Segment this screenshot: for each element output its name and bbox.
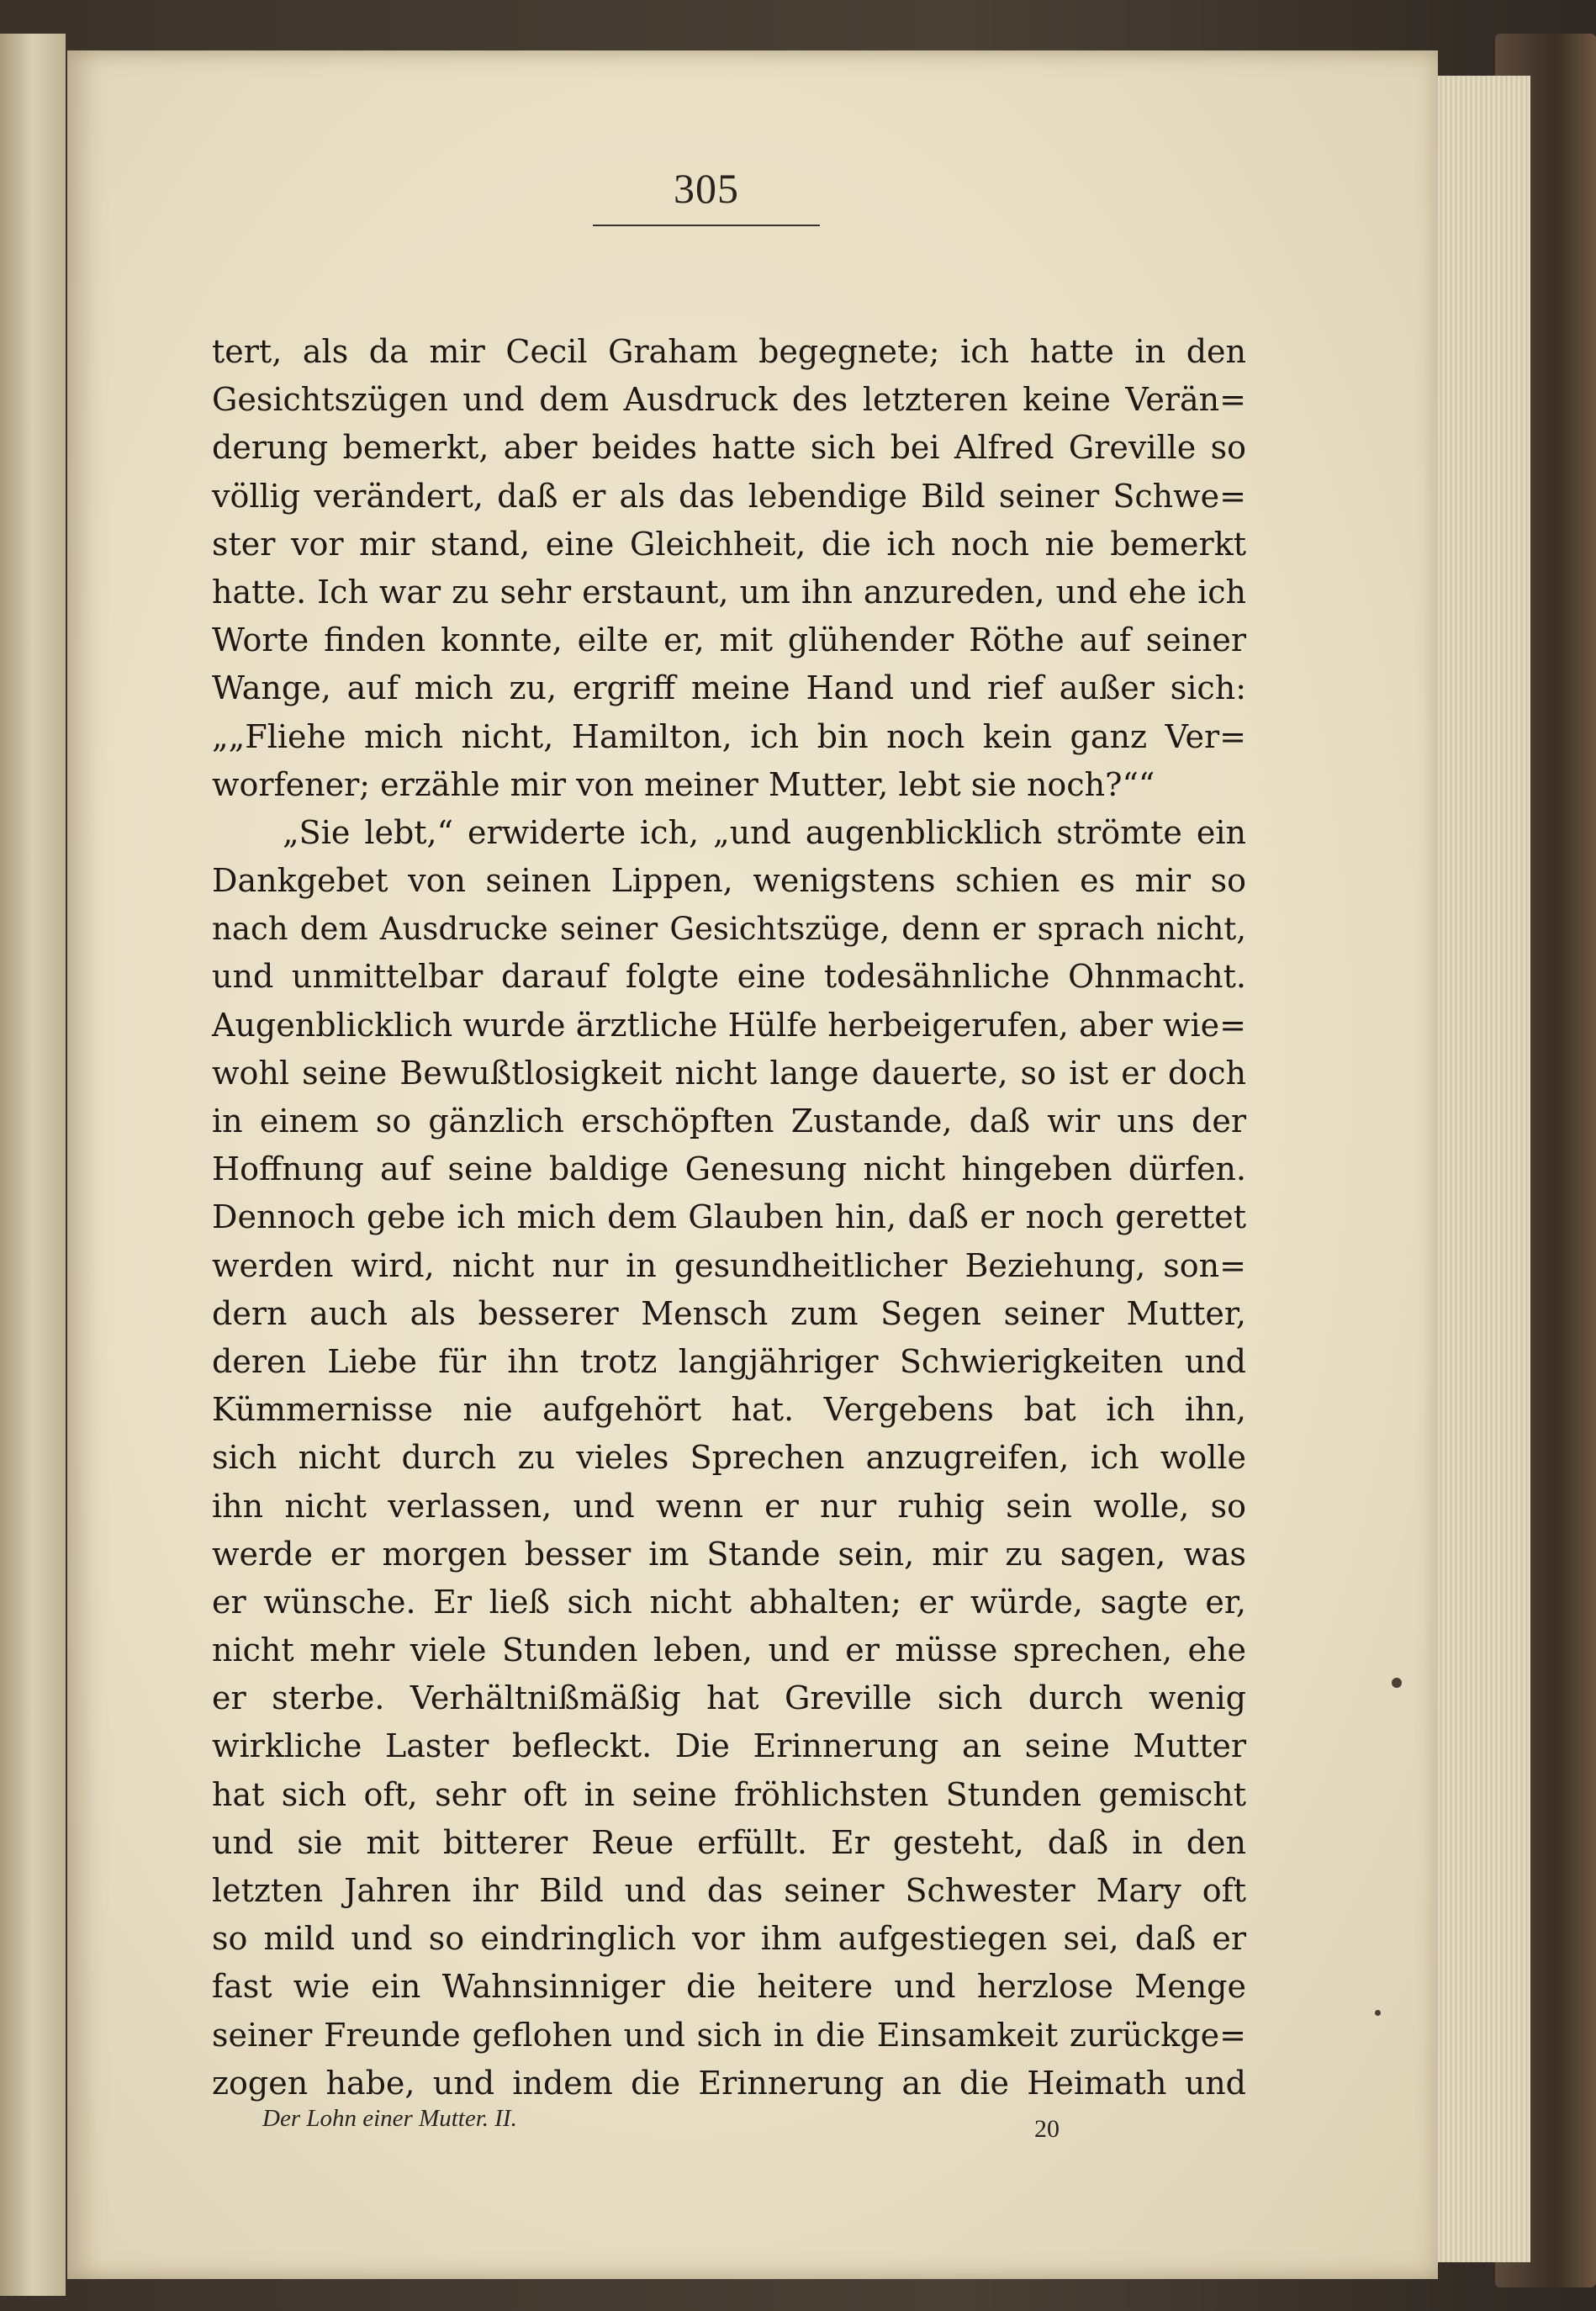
- text-line: derung bemerkt, aber beides hatte sich bei Alfred Greville so: [212, 429, 1246, 467]
- text-line: fast wie ein Wahnsinniger die heitere und herzlose Menge: [212, 1968, 1246, 2006]
- text-line: worfener; erzähle mir von meiner Mutter, lebt sie noch?““: [212, 765, 1155, 803]
- text-line: Kümmernisse nie aufgehört hat. Vergebens bat ich ihn,: [212, 1391, 1246, 1429]
- text-line: in einem so gänzlich erschöpften Zustande, daß wir uns der: [212, 1103, 1246, 1140]
- text-line: nicht mehr viele Stunden leben, und er müsse sprechen, ehe: [212, 1631, 1246, 1669]
- text-line: ster vor mir stand, eine Gleichheit, die ich noch nie bemerkt: [212, 525, 1246, 563]
- text-line: deren Liebe für ihn trotz langjähriger Schwierigkeiten und: [212, 1342, 1246, 1380]
- page-header: [555, 164, 858, 226]
- text-line: er wünsche. Er ließ sich nicht abhalten; er würde, sagte er,: [212, 1583, 1246, 1621]
- text-line: völlig verändert, daß er als das lebendige Bild seiner Schwe=: [212, 477, 1246, 515]
- text-line: dern auch als besserer Mensch zum Segen seiner Mutter,: [212, 1294, 1246, 1332]
- text-line: „Sie lebt,“ erwiderte ich, „und augenblicklich strömte ein: [283, 813, 1246, 851]
- text-line: Wange, auf mich zu, ergriff meine Hand und rief außer sich:: [212, 669, 1246, 707]
- previous-page-edge: [0, 34, 66, 2296]
- text-line: so mild und so eindringlich vor ihm aufgestiegen sei, daß er: [212, 1920, 1246, 1958]
- text-line: Augenblicklich wurde ärztliche Hülfe herbeigerufen, aber wie=: [212, 1006, 1246, 1044]
- text-line: Hoffnung auf seine baldige Genesung nicht hingeben dürfen.: [212, 1150, 1246, 1188]
- footer-book-title: Der Lohn einer Mutter. II.: [262, 2105, 517, 2132]
- paper-speck: [1375, 2010, 1381, 2016]
- book-page: [67, 50, 1438, 2279]
- text-line: Dankgebet von seinen Lippen, wenigstens schien es mir so: [212, 862, 1246, 900]
- text-line: nach dem Ausdrucke seiner Gesichtszüge, denn er sprach nicht,: [212, 911, 1246, 948]
- paper-speck: [1392, 1678, 1402, 1688]
- page-footer: [262, 2105, 1103, 2155]
- page-number: 305: [674, 165, 739, 212]
- text-line: tert, als da mir Cecil Graham begegnete; ich hatte in den: [212, 333, 1246, 370]
- text-line: wohl seine Bewußtlosigkeit nicht lange dauerte, so ist er doch: [212, 1054, 1246, 1092]
- text-line: wirkliche Laster befleckt. Die Erinnerung an seine Mutter: [212, 1727, 1246, 1765]
- text-line: letzten Jahren ihr Bild und das seiner Schwester Mary oft: [212, 1872, 1246, 1909]
- text-line: ihn nicht verlassen, und wenn er nur ruhig sein wolle, so: [212, 1487, 1246, 1525]
- footer-signature-mark: 20: [1034, 2115, 1060, 2143]
- text-line: sich nicht durch zu vieles Sprechen anzugreifen, ich wolle: [212, 1439, 1246, 1477]
- text-line: „„Fliehe mich nicht, Hamilton, ich bin noch kein ganz Ver=: [212, 717, 1246, 755]
- text-line: und sie mit bitterer Reue erfüllt. Er gesteht, daß in den: [212, 1823, 1246, 1861]
- text-line: werde er morgen besser im Stande sein, mir zu sagen, was: [212, 1535, 1246, 1573]
- text-line: Worte finden konnte, eilte er, mit glühender Röthe auf seiner: [212, 621, 1246, 659]
- text-line: er sterbe. Verhältnißmäßig hat Greville sich durch wenig: [212, 1679, 1246, 1717]
- header-rule: [593, 225, 820, 226]
- text-line: hat sich oft, sehr oft in seine fröhlichsten Stunden gemischt: [212, 1775, 1246, 1813]
- text-line: seiner Freunde geflohen und sich in die Einsamkeit zurückge=: [212, 2016, 1246, 2054]
- text-line: Dennoch gebe ich mich dem Glauben hin, daß er noch gerettet: [212, 1198, 1246, 1236]
- text-line: Gesichtszügen und dem Ausdruck des letzteren keine Verän=: [212, 381, 1246, 419]
- body-text: [212, 328, 1246, 2107]
- text-line: und unmittelbar darauf folgte eine todesähnliche Ohnmacht.: [212, 958, 1246, 996]
- text-line: hatte. Ich war zu sehr erstaunt, um ihn anzureden, und ehe ich: [212, 573, 1246, 611]
- text-line: werden wird, nicht nur in gesundheitlicher Beziehung, son=: [212, 1246, 1246, 1284]
- text-line: zogen habe, und indem die Erinnerung an die Heimath und: [212, 2064, 1246, 2102]
